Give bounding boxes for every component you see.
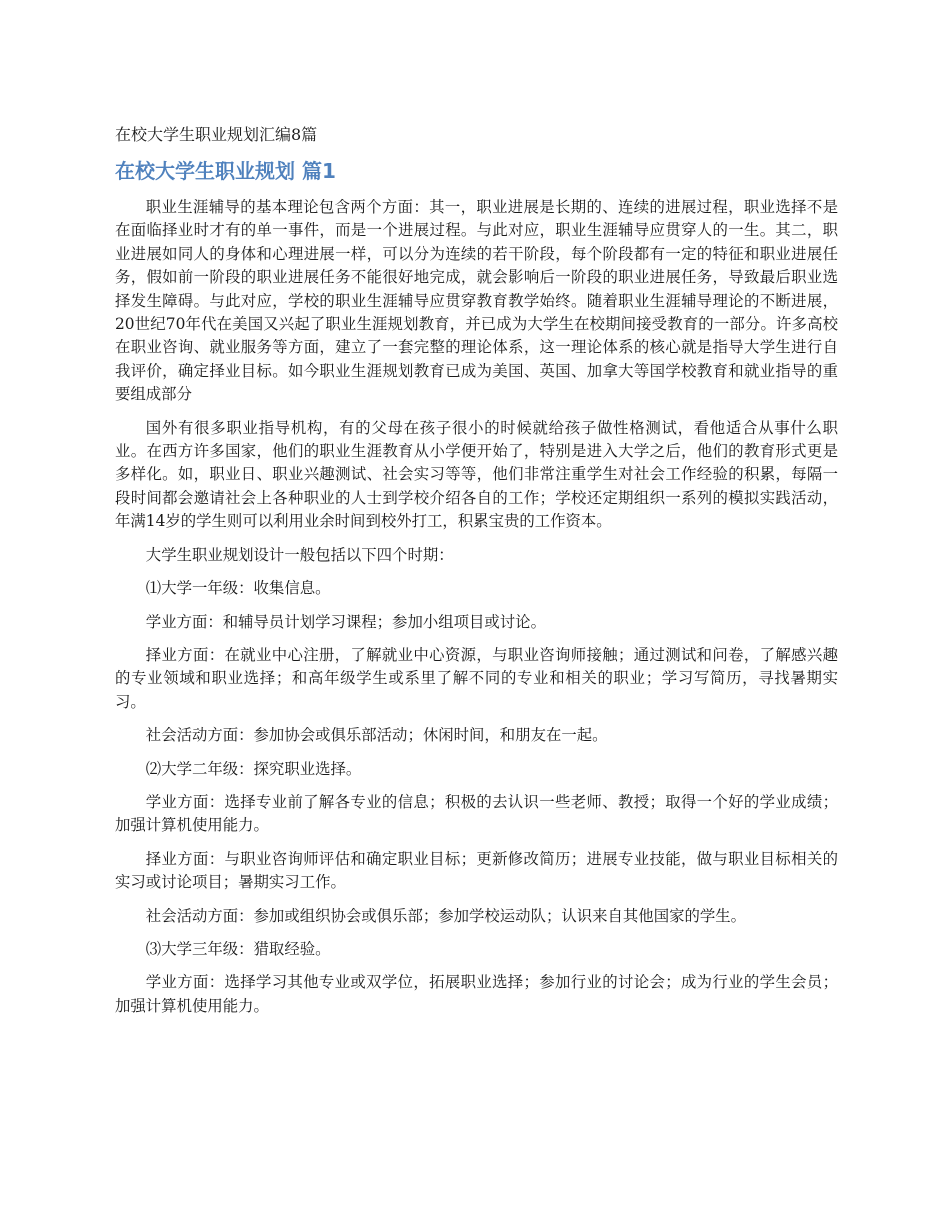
paragraph-year-two-heading: ⑵大学二年级：探究职业选择。 [145, 759, 362, 778]
paragraph-theory: 职业生涯辅导的基本理论包含两个方面：其一，职业进展是长期的、连续的进展过程，职业选择不是在面临择业时才有的单一事件，而是一个进展过程。与此对应，职业生涯辅导应贯穿人的一生。其二，职业进展如同人的身体和心理进展一样，可以分为连续的若干阶段，每个阶段都有一定的特征和职业进展任务，假如前一阶段的职业进展任务不能很好地完成，就会影响后一阶段的职业进展任务，导致最后职业选择发生障碍。与此对应，学校的职业生涯辅导应贯穿教育教学始终。随着职业生涯辅导理论的不断进展，20世纪70年代在美国又兴起了职业生涯规划教育，并已成为大学生在校期间接受教育的一部分。许多高校在职业咨询、就业服务等方面，建立了一套完整的理论体系，这一理论体系的核心就是指导大学生进行自我评价，确定择业目标。如今职业生涯规划教育已成为美国、英国、加拿大等国学校教育和就业指导的重要组成部分 [115, 198, 838, 404]
section-heading: 在校大学生职业规划 篇1 [115, 159, 336, 183]
paragraph-year-one-academic: 学业方面：和辅导员计划学习课程；参加小组项目或讨论。 [145, 612, 546, 631]
paragraph-year-three-academic: 学业方面：选择学习其他专业或双学位，拓展职业选择；参加行业的讨论会；成为行业的学生会员；加强计算机使用能力。 [115, 973, 838, 1015]
paragraph-year-one-career: 择业方面：在就业中心注册，了解就业中心资源，与职业咨询师接触；通过测试和问卷，了解感兴趣的专业领域和职业选择；和高年级学生或系里了解不同的专业和相关的职业；学习写简历，寻找暑期实习。 [115, 645, 838, 711]
paragraph-abroad: 国外有很多职业指导机构，有的父母在孩子很小的时候就给孩子做性格测试，看他适合从事什么职业。在西方许多国家，他们的职业生涯教育从小学便开始了，特别是进入大学之后，他们的教育形式更是多样化。如，职业日、职业兴趣测试、社会实习等等，他们非常注重学生对社会工作经验的积累，每隔一段时间都会邀请社会上各种职业的人士到学校介绍各自的工作；学校还定期组织一系列的模拟实践活动，年满14岁的学生则可以利用业余时间到校外打工，积累宝贵的工作资本。 [115, 418, 838, 531]
paragraph-year-two-career: 择业方面：与职业咨询师评估和确定职业目标；更新修改简历；进展专业技能，做与职业目标相关的实习或讨论项目；暑期实习工作。 [115, 849, 838, 892]
document-title: 在校大学生职业规划汇编8篇 [115, 125, 318, 144]
paragraph-year-one-social: 社会活动方面：参加协会或俱乐部活动；休闲时间，和朋友在一起。 [145, 726, 608, 745]
paragraph-year-two-academic: 学业方面：选择专业前了解各专业的信息；积极的去认识一些老师、教授；取得一个好的学业成绩；加强计算机使用能力。 [115, 792, 838, 835]
paragraph-four-periods: 大学生职业规划设计一般包括以下四个时期： [145, 545, 454, 564]
paragraph-year-two-social: 社会活动方面：参加或组织协会或俱乐部；参加学校运动队；认识来自其他国家的学生。 [145, 906, 747, 925]
document-page [115, 122, 838, 1028]
paragraph-year-one-heading: ⑴大学一年级：收集信息。 [145, 579, 331, 598]
paragraph-year-three-heading: ⑶大学三年级：猎取经验。 [145, 939, 331, 958]
